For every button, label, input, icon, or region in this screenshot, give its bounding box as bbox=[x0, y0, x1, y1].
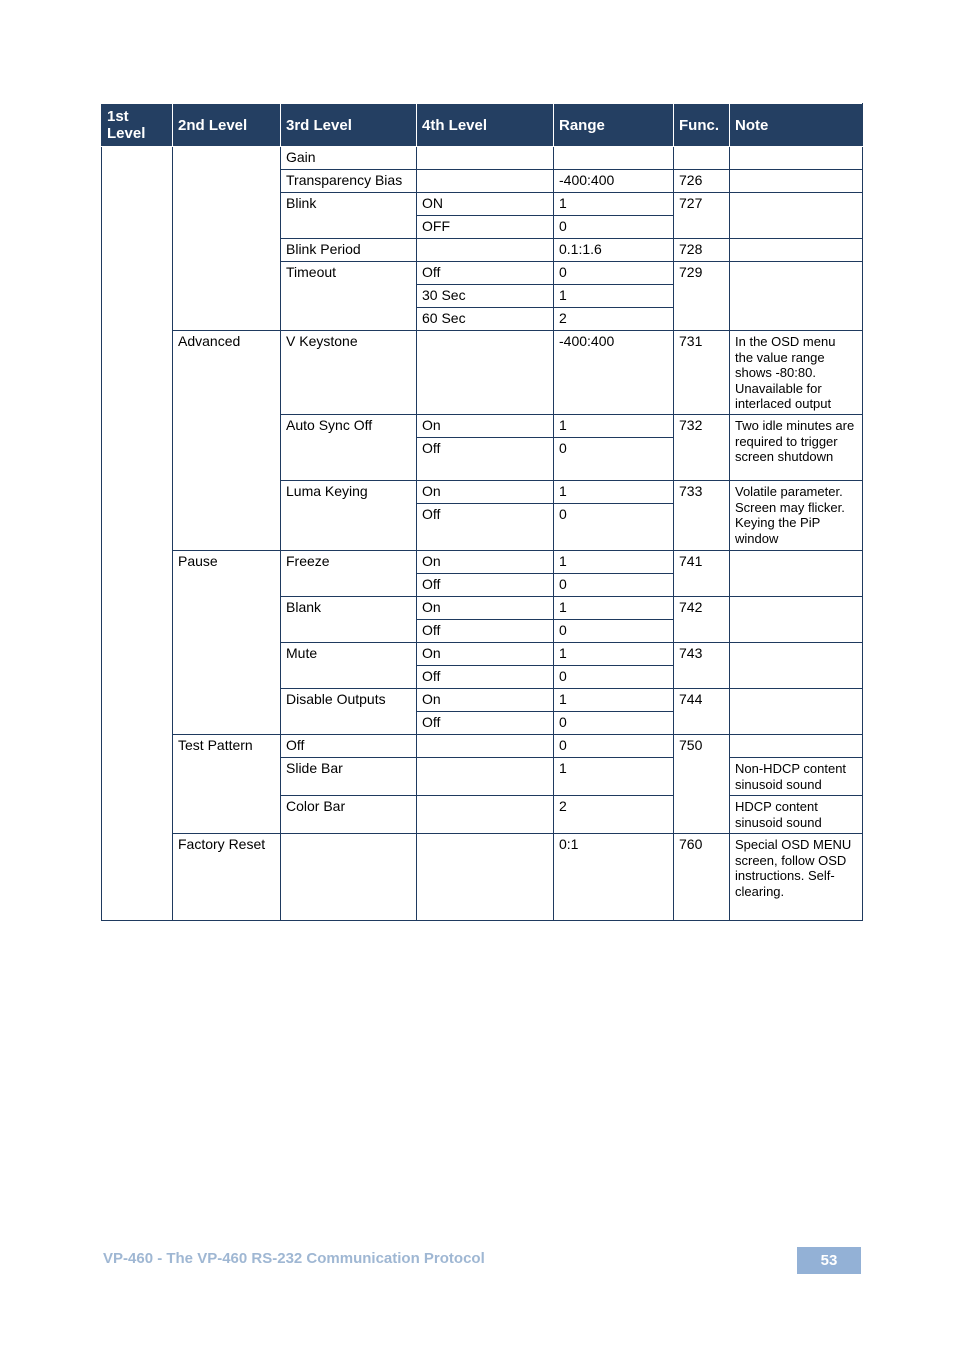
level2-cell: Pause bbox=[173, 551, 281, 735]
level3-cell: Freeze bbox=[281, 551, 417, 597]
level1-cell bbox=[102, 147, 173, 921]
note-cell bbox=[730, 551, 863, 597]
level4-cell: Off bbox=[417, 620, 554, 643]
level4-cell bbox=[417, 758, 554, 796]
level3-cell: Gain bbox=[281, 147, 417, 170]
level4-cell: 60 Sec bbox=[417, 308, 554, 331]
func-cell: 728 bbox=[674, 239, 730, 262]
range-cell: 1 bbox=[554, 285, 674, 308]
range-cell: 0 bbox=[554, 438, 674, 481]
note-cell bbox=[730, 689, 863, 735]
level3-cell: Color Bar bbox=[281, 796, 417, 834]
note-cell bbox=[730, 170, 863, 193]
func-cell: 742 bbox=[674, 597, 730, 643]
level3-cell: Transparency Bias bbox=[281, 170, 417, 193]
note-cell bbox=[730, 239, 863, 262]
level3-cell: Auto Sync Off bbox=[281, 415, 417, 481]
func-cell: 732 bbox=[674, 415, 730, 481]
range-cell: -400:400 bbox=[554, 170, 674, 193]
header-range: Range bbox=[554, 104, 674, 147]
level4-cell: On bbox=[417, 597, 554, 620]
level3-cell: Blink Period bbox=[281, 239, 417, 262]
note-cell bbox=[730, 262, 863, 331]
func-cell: 727 bbox=[674, 193, 730, 239]
func-cell: 760 bbox=[674, 834, 730, 921]
footer-title: VP-460 - The VP-460 RS-232 Communication Protocol bbox=[103, 1250, 485, 1267]
func-cell: 731 bbox=[674, 331, 730, 415]
range-cell: 2 bbox=[554, 308, 674, 331]
level4-cell: On bbox=[417, 643, 554, 666]
range-cell: 1 bbox=[554, 689, 674, 712]
header-func: Func. bbox=[674, 104, 730, 147]
level4-cell: Off bbox=[417, 574, 554, 597]
range-cell: 1 bbox=[554, 481, 674, 504]
note-cell: HDCP content sinusoid sound bbox=[730, 796, 863, 834]
header-note: Note bbox=[730, 104, 863, 147]
level4-cell bbox=[417, 834, 554, 921]
level4-cell: Off bbox=[417, 262, 554, 285]
range-cell: 0 bbox=[554, 262, 674, 285]
table-row bbox=[102, 834, 863, 921]
level4-cell: On bbox=[417, 551, 554, 574]
note-cell: Special OSD MENU screen, follow OSD instructions. Self-clearing. bbox=[730, 834, 863, 921]
range-cell: 2 bbox=[554, 796, 674, 834]
level3-cell: Slide Bar bbox=[281, 758, 417, 796]
func-cell: 743 bbox=[674, 643, 730, 689]
func-cell: 741 bbox=[674, 551, 730, 597]
command-table bbox=[101, 103, 863, 921]
level4-cell: Off bbox=[417, 712, 554, 735]
range-cell bbox=[554, 147, 674, 170]
level3-cell: Disable Outputs bbox=[281, 689, 417, 735]
level4-cell bbox=[417, 331, 554, 415]
level3-cell: Timeout bbox=[281, 262, 417, 331]
level4-cell: On bbox=[417, 481, 554, 504]
range-cell: 1 bbox=[554, 643, 674, 666]
header-4th-level: 4th Level bbox=[417, 104, 554, 147]
table-row bbox=[102, 147, 863, 170]
level3-cell: Mute bbox=[281, 643, 417, 689]
table-row bbox=[102, 551, 863, 574]
level2-cell bbox=[173, 147, 281, 331]
func-cell: 744 bbox=[674, 689, 730, 735]
note-cell: Volatile parameter. Screen may flicker. Keying the PiP window bbox=[730, 481, 863, 551]
header-1st-level: 1st Level bbox=[102, 104, 173, 147]
range-cell: 0 bbox=[554, 504, 674, 551]
func-cell: 733 bbox=[674, 481, 730, 551]
level4-cell: 30 Sec bbox=[417, 285, 554, 308]
range-cell: 0 bbox=[554, 712, 674, 735]
range-cell: 1 bbox=[554, 551, 674, 574]
page-number: 53 bbox=[797, 1247, 861, 1274]
note-cell bbox=[730, 597, 863, 643]
level3-cell: V Keystone bbox=[281, 331, 417, 415]
level4-cell: Off bbox=[417, 438, 554, 481]
range-cell: 1 bbox=[554, 415, 674, 438]
level4-cell bbox=[417, 147, 554, 170]
level4-cell bbox=[417, 239, 554, 262]
range-cell: 0 bbox=[554, 574, 674, 597]
note-cell bbox=[730, 643, 863, 689]
range-cell: 0 bbox=[554, 666, 674, 689]
func-cell: 726 bbox=[674, 170, 730, 193]
level2-cell: Factory Reset bbox=[173, 834, 281, 921]
range-cell: 0 bbox=[554, 216, 674, 239]
table-row bbox=[102, 735, 863, 758]
note-cell bbox=[730, 147, 863, 170]
range-cell: 0.1:1.6 bbox=[554, 239, 674, 262]
level3-cell: Luma Keying bbox=[281, 481, 417, 551]
level4-cell: OFF bbox=[417, 216, 554, 239]
range-cell: 0:1 bbox=[554, 834, 674, 921]
range-cell: 0 bbox=[554, 735, 674, 758]
level4-cell bbox=[417, 170, 554, 193]
level3-cell: Blank bbox=[281, 597, 417, 643]
range-cell: -400:400 bbox=[554, 331, 674, 415]
level4-cell: On bbox=[417, 689, 554, 712]
range-cell: 0 bbox=[554, 620, 674, 643]
level4-cell: Off bbox=[417, 666, 554, 689]
header-3rd-level: 3rd Level bbox=[281, 104, 417, 147]
func-cell bbox=[674, 147, 730, 170]
func-cell: 729 bbox=[674, 262, 730, 331]
table-row bbox=[102, 331, 863, 415]
range-cell: 1 bbox=[554, 193, 674, 216]
note-cell bbox=[730, 193, 863, 239]
level3-cell: Off bbox=[281, 735, 417, 758]
level2-cell: Advanced bbox=[173, 331, 281, 551]
level2-cell: Test Pattern bbox=[173, 735, 281, 834]
level3-cell: Blink bbox=[281, 193, 417, 239]
range-cell: 1 bbox=[554, 758, 674, 796]
level4-cell: ON bbox=[417, 193, 554, 216]
note-cell: Two idle minutes are required to trigger screen shutdown bbox=[730, 415, 863, 481]
note-cell: In the OSD menu the value range shows -80:80. Unavailable for interlaced output bbox=[730, 331, 863, 415]
level3-cell bbox=[281, 834, 417, 921]
level4-cell bbox=[417, 735, 554, 758]
note-cell: Non-HDCP content sinusoid sound bbox=[730, 758, 863, 796]
header-2nd-level: 2nd Level bbox=[173, 104, 281, 147]
table-header-row bbox=[102, 104, 863, 147]
func-cell: 750 bbox=[674, 735, 730, 834]
level4-cell: On bbox=[417, 415, 554, 438]
range-cell: 1 bbox=[554, 597, 674, 620]
level4-cell: Off bbox=[417, 504, 554, 551]
level4-cell bbox=[417, 796, 554, 834]
note-cell bbox=[730, 735, 863, 758]
